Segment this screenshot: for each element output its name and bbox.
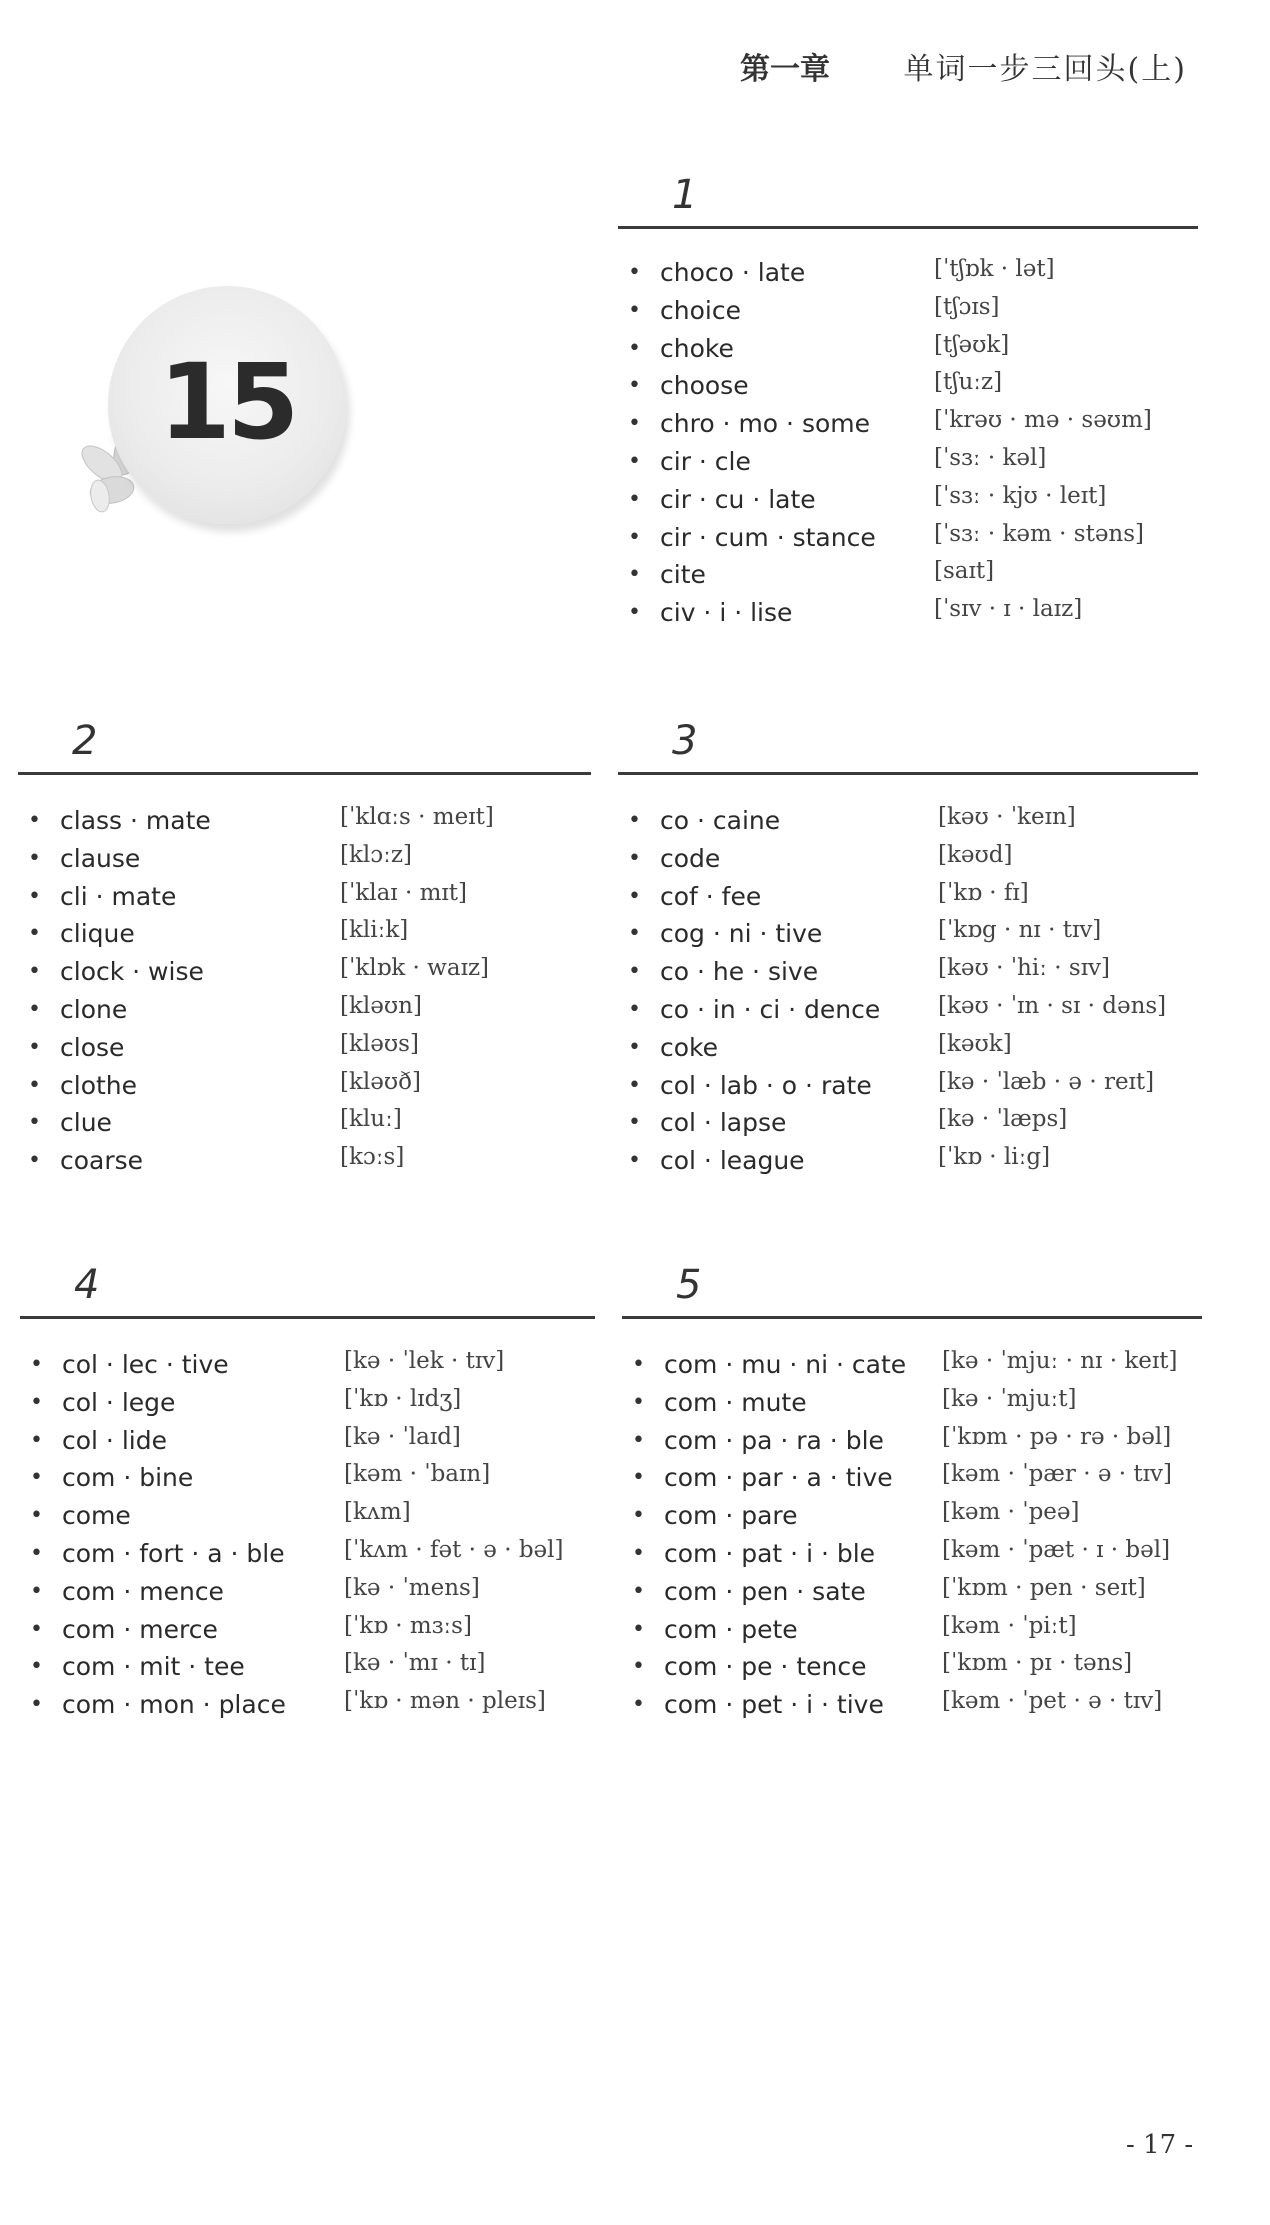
word-syllables: choice (660, 295, 741, 325)
word-pronunciation: [ˈklaɪ · mɪt] (340, 879, 467, 906)
bullet-icon: • (628, 883, 641, 909)
bullet-icon: • (628, 524, 641, 550)
word-syllables: co · in · ci · dence (660, 994, 881, 1024)
word-syllables: civ · i · lise (660, 598, 793, 628)
bullet-icon: • (628, 1110, 641, 1136)
bullet-icon: • (632, 1616, 645, 1642)
word-pronunciation: [ˈkʌm · fət · ə · bəl] (344, 1536, 564, 1563)
word-syllables: co · caine (660, 806, 781, 835)
word-syllables: com · fort · a · ble (62, 1538, 285, 1568)
word-syllables: com · bine (62, 1463, 194, 1493)
lesson-number: 15 (158, 341, 296, 463)
word-pronunciation: [tʃəʊk] (934, 331, 1010, 358)
word-syllables: choose (660, 371, 749, 401)
word-pronunciation: [kə · ˈlaɪd] (344, 1423, 461, 1450)
bullet-icon: • (632, 1352, 645, 1377)
word-syllables: code (660, 843, 721, 873)
word-pronunciation: [tʃɔɪs] (934, 293, 1000, 320)
word-pronunciation: [kəʊd] (938, 841, 1013, 868)
word-pronunciation: [kliːk] (340, 917, 409, 944)
section-rule (18, 772, 591, 775)
bullet-icon: • (632, 1540, 645, 1566)
word-syllables: com · mute (664, 1387, 807, 1417)
bullet-icon: • (632, 1465, 645, 1491)
word-pronunciation: [ˈkɒm · pɪ · təns] (942, 1650, 1133, 1677)
bullet-icon: • (628, 959, 641, 985)
word-syllables: col · league (660, 1146, 805, 1176)
word-pronunciation: [kəʊ · ˈɪn · sɪ · dəns] (938, 992, 1167, 1019)
word-pronunciation: [ˈklɒk · waɪz] (340, 955, 490, 982)
word-pronunciation: [ˈsɜː · kəl] (934, 444, 1047, 471)
word-syllables: col · lec · tive (62, 1350, 229, 1379)
bullet-icon: • (628, 411, 641, 437)
bullet-icon: • (628, 1148, 641, 1174)
section-rule (618, 772, 1198, 775)
word-syllables: com · pe · tence (664, 1652, 867, 1682)
word-pronunciation: [ˈkɒ · mɜːs] (344, 1612, 472, 1639)
word-syllables: com · pa · ra · ble (664, 1425, 884, 1455)
word-syllables: come (62, 1501, 131, 1531)
bullet-icon: • (628, 486, 641, 512)
word-syllables: coke (660, 1032, 719, 1062)
word-pronunciation: [kəʊ · ˈhiː · sɪv] (938, 955, 1111, 982)
word-pronunciation: [ˈkɒ · fɪ] (938, 879, 1029, 906)
word-syllables: cir · cum · stance (660, 522, 876, 552)
bullet-icon: • (628, 1072, 641, 1098)
bullet-icon: • (628, 373, 641, 399)
word-syllables: com · mu · ni · cate (664, 1350, 907, 1379)
word-pronunciation: [ˈklɑːs · meɪt] (340, 804, 494, 830)
bullet-icon: • (30, 1352, 43, 1377)
word-syllables: clock · wise (60, 957, 204, 987)
word-syllables: chro · mo · some (660, 409, 870, 439)
bullet-icon: • (632, 1427, 645, 1453)
word-pronunciation: [saɪt] (934, 558, 995, 585)
word-pronunciation: [klɔːz] (340, 841, 412, 868)
page-header (740, 44, 1187, 88)
word-pronunciation: [kə · ˈmjuː · nɪ · keɪt] (942, 1348, 1178, 1374)
bullet-icon: • (28, 959, 41, 985)
word-pronunciation: [ˈsɜː · kəm · stəns] (934, 520, 1145, 547)
word-syllables: col · lapse (660, 1108, 787, 1138)
word-syllables: com · merce (62, 1614, 218, 1644)
bullet-icon: • (30, 1540, 43, 1566)
word-syllables: com · pete (664, 1614, 798, 1644)
word-syllables: clique (60, 919, 135, 949)
bullet-icon: • (28, 808, 41, 833)
word-pronunciation: [ˈkrəʊ · mə · səʊm] (934, 407, 1152, 434)
bullet-icon: • (632, 1389, 645, 1415)
word-syllables: col · lege (62, 1387, 176, 1417)
section-number: 5 (676, 1262, 702, 1308)
bullet-icon: • (628, 845, 641, 871)
word-syllables: choco · late (660, 258, 806, 287)
word-pronunciation: [kə · ˈlek · tɪv] (344, 1348, 505, 1374)
bullet-icon: • (28, 996, 41, 1022)
word-syllables: cir · cu · late (660, 484, 816, 514)
bullet-icon: • (628, 297, 641, 323)
chapter-label: 第一章 (740, 52, 830, 87)
bullet-icon: • (628, 921, 641, 947)
section-number: 2 (72, 718, 98, 764)
bullet-icon: • (28, 1034, 41, 1060)
word-syllables: clue (60, 1108, 112, 1138)
section-number: 4 (74, 1262, 100, 1308)
bullet-icon: • (30, 1503, 43, 1529)
word-pronunciation: [ˈkɒm · pen · seɪt] (942, 1574, 1146, 1601)
bullet-icon: • (28, 1148, 41, 1174)
section-number: 1 (672, 172, 698, 218)
section-number: 3 (672, 718, 698, 764)
word-pronunciation: [kə · ˈlæb · ə · reɪt] (938, 1068, 1155, 1095)
lesson-badge (108, 286, 346, 524)
page-number: - 17 - (1126, 2130, 1194, 2160)
word-pronunciation: [kəm · ˈpiːt] (942, 1612, 1077, 1639)
word-pronunciation: [kəm · ˈbaɪn] (344, 1461, 491, 1488)
bullet-icon: • (30, 1616, 43, 1642)
bullet-icon: • (628, 260, 641, 285)
word-syllables: cli · mate (60, 881, 177, 911)
word-syllables: cite (660, 560, 706, 590)
word-syllables: clause (60, 843, 141, 873)
word-pronunciation: [ˈtʃɒk · lət] (934, 256, 1055, 282)
word-syllables: clone (60, 994, 128, 1024)
word-syllables: com · pare (664, 1501, 798, 1531)
word-pronunciation: [kluː] (340, 1106, 402, 1133)
word-pronunciation: [ˈkɒ · lɪdʒ] (344, 1385, 462, 1412)
bullet-icon: • (632, 1503, 645, 1529)
word-pronunciation: [kɔːs] (340, 1144, 405, 1171)
word-pronunciation: [ˈkɒm · pə · rə · bəl] (942, 1423, 1172, 1450)
word-syllables: col · lab · o · rate (660, 1070, 872, 1100)
bullet-icon: • (632, 1578, 645, 1604)
word-syllables: cog · ni · tive (660, 919, 823, 949)
bullet-icon: • (628, 335, 641, 361)
bullet-icon: • (628, 1034, 641, 1060)
bullet-icon: • (628, 808, 641, 833)
word-syllables: com · par · a · tive (664, 1463, 893, 1493)
word-syllables: co · he · sive (660, 957, 819, 987)
bullet-icon: • (28, 845, 41, 871)
word-pronunciation: [ˈkɒg · nɪ · tɪv] (938, 917, 1102, 944)
word-syllables: cof · fee (660, 881, 762, 911)
chapter-subtitle: 单词一步三回头(上) (903, 52, 1187, 87)
bullet-icon: • (628, 600, 641, 626)
section-rule (20, 1316, 595, 1319)
word-pronunciation: [kəm · ˈpæt · ɪ · bəl] (942, 1536, 1171, 1563)
word-pronunciation: [kləʊð] (340, 1068, 421, 1095)
section-rule (618, 226, 1198, 229)
word-syllables: com · mon · place (62, 1690, 286, 1720)
bullet-icon: • (632, 1692, 645, 1718)
word-syllables: com · pen · sate (664, 1576, 866, 1606)
bullet-icon: • (628, 562, 641, 588)
word-pronunciation: [kləʊs] (340, 1030, 419, 1057)
word-pronunciation: [kə · ˈmjuːt] (942, 1385, 1077, 1412)
word-pronunciation: [kləʊn] (340, 992, 422, 1019)
bullet-icon: • (632, 1654, 645, 1680)
word-pronunciation: [kə · ˈmens] (344, 1574, 480, 1601)
word-pronunciation: [ˈkɒ · liːg] (938, 1144, 1051, 1171)
bullet-icon: • (28, 1110, 41, 1136)
word-pronunciation: [kəʊk] (938, 1030, 1012, 1057)
word-pronunciation: [kəm · ˈpær · ə · tɪv] (942, 1461, 1172, 1488)
bullet-icon: • (628, 448, 641, 474)
word-syllables: com · mit · tee (62, 1652, 245, 1682)
bullet-icon: • (30, 1465, 43, 1491)
bullet-icon: • (30, 1578, 43, 1604)
word-pronunciation: [ˈkɒ · mən · pleɪs] (344, 1688, 546, 1715)
word-syllables: choke (660, 333, 734, 363)
word-pronunciation: [ˈsɜː · kjʊ · leɪt] (934, 482, 1107, 509)
word-pronunciation: [kəm · ˈpeə] (942, 1499, 1080, 1526)
bullet-icon: • (30, 1692, 43, 1718)
word-syllables: cir · cle (660, 446, 751, 476)
word-syllables: clothe (60, 1070, 138, 1100)
word-syllables: class · mate (60, 806, 211, 835)
word-pronunciation: [kʌm] (344, 1499, 411, 1526)
word-pronunciation: [tʃuːz] (934, 369, 1003, 396)
word-syllables: close (60, 1032, 125, 1062)
bullet-icon: • (30, 1389, 43, 1415)
word-pronunciation: [kəʊ · ˈkeɪn] (938, 804, 1076, 830)
bullet-icon: • (30, 1654, 43, 1680)
word-syllables: com · pet · i · tive (664, 1690, 884, 1720)
bullet-icon: • (28, 1072, 41, 1098)
word-pronunciation: [kə · ˈmɪ · tɪ] (344, 1650, 486, 1677)
bullet-icon: • (628, 996, 641, 1022)
bullet-icon: • (28, 883, 41, 909)
bullet-icon: • (30, 1427, 43, 1453)
word-syllables: com · mence (62, 1576, 224, 1606)
word-pronunciation: [kəm · ˈpet · ə · tɪv] (942, 1688, 1163, 1715)
word-syllables: com · pat · i · ble (664, 1538, 876, 1568)
word-syllables: col · lide (62, 1425, 167, 1455)
word-pronunciation: [ˈsɪv · ɪ · laɪz] (934, 596, 1083, 623)
word-syllables: coarse (60, 1146, 144, 1176)
section-rule (622, 1316, 1202, 1319)
word-pronunciation: [kə · ˈlæps] (938, 1106, 1068, 1133)
bullet-icon: • (28, 921, 41, 947)
